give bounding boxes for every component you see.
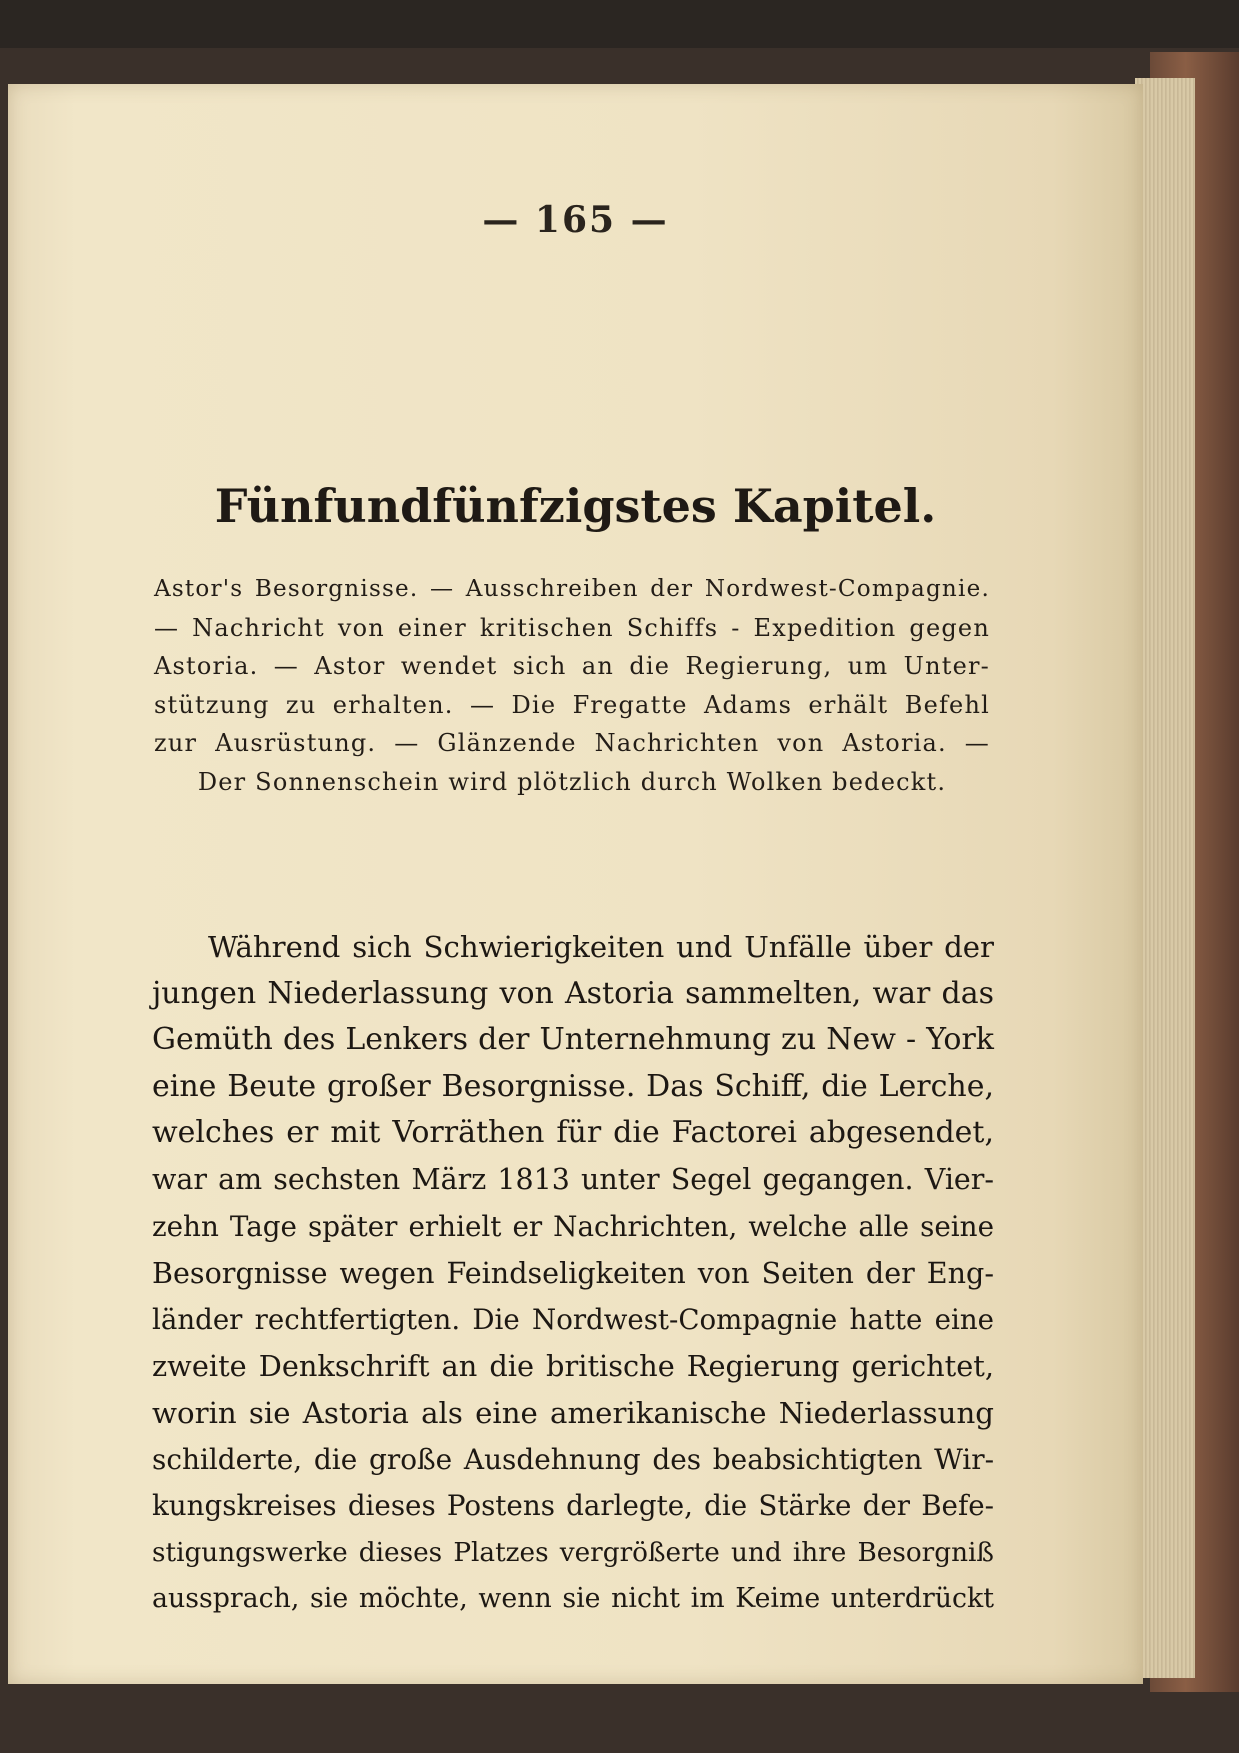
summary-line: Astor's Besorgnisse. — Ausschreiben der Nordwest-Compagnie. [154, 576, 990, 602]
body-line: jungen Niederlassung von Astoria sammelten, war das [152, 975, 994, 1011]
page-number: — 165 — [482, 199, 669, 241]
body-line: war am sechsten März 1813 unter Segel gegangen. Vier- [152, 1162, 994, 1196]
book-page [8, 84, 1143, 1684]
summary-line: Astoria. — Astor wendet sich an die Regierung, um Unter- [154, 652, 990, 681]
summary-line: — Nachricht von einer kritischen Schiffs - Expedition gegen [154, 613, 990, 642]
summary-line: Der Sonnenschein wird plötzlich durch Wolken bedeckt. [197, 767, 947, 796]
body-line: worin sie Astoria als eine amerikanische Niederlassung [152, 1395, 994, 1430]
body-line: eine Beute großer Besorgnisse. Das Schiff, die Lerche, [152, 1068, 994, 1104]
body-line: schilderte, die große Ausdehnung des beabsichtigten Wir- [152, 1442, 994, 1476]
page-stack-edges [1135, 78, 1195, 1678]
body-line: Während sich Schwierigkeiten und Unfälle über der [208, 930, 994, 964]
chapter-title: Fünfundfünfzigstes Kapitel. [214, 479, 937, 533]
body-line: aussprach, sie möchte, wenn sie nicht im Keime unterdrückt [152, 1583, 994, 1615]
body-paragraph [152, 924, 994, 1623]
body-line: stigungswerke dieses Platzes vergrößerte und ihre Besorgniß [152, 1537, 994, 1568]
summary-line: stützung zu erhalten. — Die Fregatte Adams erhält Befehl [154, 690, 990, 719]
chapter-summary [154, 570, 990, 802]
body-line: Gemüth des Lenkers der Unternehmung zu New - York [152, 1022, 994, 1058]
body-line: welches er mit Vorräthen für die Factorei abgesendet, [152, 1115, 994, 1151]
body-line: zehn Tage später erhielt er Nachrichten, welche alle seine [152, 1209, 994, 1243]
body-line: zweite Denkschrift an die britische Regierung gerichtet, [152, 1349, 994, 1384]
summary-line: zur Ausrüstung. — Glänzende Nachrichten von Astoria. — [154, 729, 990, 758]
body-line: Besorgnisse wegen Feindseligkeiten von Seiten der Eng- [152, 1256, 994, 1291]
body-line: länder rechtfertigten. Die Nordwest-Compagnie hatte eine [152, 1302, 994, 1336]
body-line: kungskreises dieses Postens darlegte, die Stärke der Befe- [152, 1489, 994, 1523]
